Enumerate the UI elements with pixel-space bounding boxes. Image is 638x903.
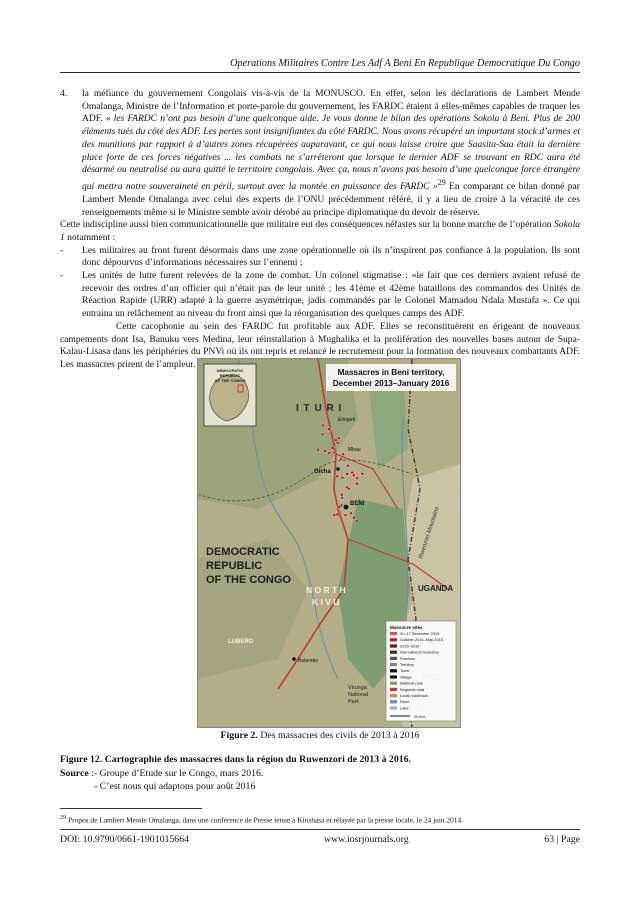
legend-item-label: National park — [400, 680, 423, 686]
massacre-site-marker — [316, 448, 319, 451]
region-label-drc: REPUBLIC — [206, 560, 263, 572]
massacre-site-marker — [321, 433, 324, 436]
inset-label: DEMOCRATIC — [216, 368, 244, 373]
legend-item-label: Village — [400, 674, 412, 680]
figure-caption-text: Des massacres des civils de 2013 à 2016 — [257, 730, 420, 741]
town-marker — [292, 657, 296, 661]
region-label-ituri: I T U R I — [296, 403, 343, 414]
massacre-site-marker — [328, 428, 331, 431]
region-label-north-kivu: K I V U — [312, 597, 340, 607]
legend-swatch — [390, 694, 397, 697]
legend-swatch — [390, 663, 397, 666]
massacre-map-figure — [197, 358, 461, 728]
massacre-site-marker — [352, 516, 355, 519]
figure-title: Figure 12. Cartographie des massacres dans la région du Ruwenzori de 2013 à 2016. — [60, 754, 411, 765]
legend-swatch — [390, 657, 397, 660]
town-label-beni: BENI — [350, 501, 365, 507]
legend-scale-label: 20 km — [414, 714, 425, 719]
legend-swatch — [390, 688, 397, 691]
legend-swatch — [390, 651, 397, 654]
legend-swatch — [390, 669, 397, 672]
bullet-text: Les unités de lutte furent relevées de la zone de combat. Un colonel stigmatise : «le fait que ces derniers avaient refusé de recevoir des ordres d’un officier qui n’était pas de leur unité ; les 41ème et 42ème bataillons des commandos des Unités de Réaction Rapide (URR) adapté à la guerre asymétrique, jadis commandés par le Colonel Mamadou Ndala Mustafa ». Ce qui entraina un relâchement au niveau du front ainsi que la réorganisation des quelques camps des ADF. — [82, 270, 580, 320]
massacre-site-marker — [352, 474, 355, 477]
massacre-site-marker — [351, 471, 354, 474]
massacre-site-marker — [337, 437, 340, 440]
bullet-item — [60, 270, 580, 321]
legend-item-label: River — [400, 699, 410, 705]
footnote-divider — [60, 808, 202, 809]
park-label-virunga: Park — [348, 699, 360, 705]
legend-item-label: 11–17 December 2013 — [400, 631, 440, 636]
legend-item-label: Territory — [400, 662, 415, 667]
legend-title: Massacre sites — [390, 625, 423, 630]
massacre-site-marker — [355, 482, 358, 485]
massacre-site-marker — [333, 514, 336, 517]
massacre-site-marker — [336, 513, 339, 516]
legend-item-label: Local road/track — [400, 693, 428, 698]
massacre-site-marker — [346, 472, 349, 475]
list-content — [82, 88, 580, 219]
massacre-site-marker — [355, 520, 358, 523]
town-label-mbau: Mbau — [348, 447, 361, 453]
town-label-lubero: LUBERO — [228, 639, 254, 645]
figure-source-note: - C’est nous qui adaptons pour août 2016 — [94, 781, 256, 792]
item4-text-before: la méfiance du gouvernement Congolais vis-à-vis de la MONUSCO. En effet, selon les déclarations de Lambert Mende Omalanga, Ministre de l’Information et porte-parole du gouvernement, les FARDC étaient à elles-mêmes capables de traquer les ADF. « — [82, 88, 580, 125]
numbered-item-4 — [60, 88, 580, 219]
region-label-drc: OF THE CONGO — [206, 574, 291, 586]
country-label-uganda: UGANDA — [418, 584, 454, 593]
town-label-oicha: Oicha — [314, 469, 331, 475]
footnote-number: 29 — [60, 815, 67, 821]
massacre-site-marker — [323, 449, 326, 452]
inset-label: OF THE CONGO — [214, 378, 246, 383]
town-marker — [344, 505, 349, 510]
paragraph-indiscipline: Cette indiscipline aussi bien communicationnelle que militaire eut des conséquences néfastes sur la bonne marche de l’opération Sokola 1 notamment : — [60, 219, 580, 243]
footnote-text: Propos de Lambert Mende Omalanga, dans une conférence de Presse tenue à Kinshasa et rélayée par la presse locale, le 24 juin 2014. — [66, 815, 464, 825]
legend-swatch — [390, 700, 397, 703]
legend-swatch — [390, 706, 397, 709]
figure-caption — [60, 730, 580, 741]
body-text — [60, 88, 580, 372]
legend-swatch — [390, 644, 397, 647]
list-marker: 4. — [60, 88, 68, 99]
massacre-site-marker — [340, 457, 343, 460]
massacre-site-marker — [346, 464, 349, 467]
footer-divider — [60, 829, 580, 830]
map-legend — [386, 621, 456, 721]
legend-swatch — [390, 675, 397, 678]
figure-label: Figure 2. — [220, 730, 258, 741]
massacre-site-marker — [322, 424, 325, 427]
running-header: Operations Militaires Contre Les Adf A Beni En Republique Democratique Du Congo — [60, 58, 580, 73]
figure-source — [60, 768, 263, 779]
legend-swatch — [390, 632, 397, 635]
massacre-site-marker — [361, 472, 364, 475]
massacre-site-marker — [340, 504, 343, 507]
map-title-line1: Massacres in Beni territory, — [337, 368, 445, 377]
footer-doi: DOI: 10.9790/0661-1901015664 — [60, 834, 189, 845]
list-marker: - — [60, 270, 64, 282]
massacre-site-marker — [340, 493, 343, 496]
bullet-item — [60, 245, 580, 270]
legend-item-label: Province — [400, 655, 416, 661]
footer-website[interactable]: www.iosrjournals.org — [324, 834, 409, 845]
legend-item-label: October 2014–May 2015 — [400, 637, 443, 643]
region-label-north-kivu: N O R T H — [306, 585, 346, 595]
region-label-drc: DEMOCRATIC — [206, 546, 280, 558]
legend-item-label: 2015–2016 — [400, 643, 420, 649]
operation-name: Sokola 1 — [60, 219, 580, 243]
town-label-butembo: Butembo — [298, 658, 319, 664]
item4-text-after: En comparant ce bilan donné par Lambert Mende Omalanga avec celui des experts de l’ONU précédemment référé, il y a lieu de croire à la véracité de ces renseignements même si le Ministre semble avoir dérobé au principe diplomatique du devoir de réserve. — [82, 181, 580, 218]
inset-label: REPUBLIC — [219, 373, 241, 378]
massacre-site-marker — [335, 439, 338, 442]
source-text: :- Groupe d’Etude sur le Congo, mars 2016. — [88, 768, 264, 779]
massacre-site-marker — [342, 453, 345, 456]
massacre-site-marker — [333, 451, 336, 454]
footnote — [60, 815, 580, 824]
park-label-virunga: Virunga — [348, 685, 367, 691]
town-marker — [336, 467, 340, 471]
legend-item-label: International boundary — [400, 649, 439, 655]
town-label-eringeti: Eringeti — [338, 417, 355, 423]
bullet-text: Les militaires au front furent désormais dans une zone opérationnelle où ils n’inspirent pas confiance à la population. Ils sont donc dépourvus d’informations nécessaires sur l’ennemi ; — [82, 244, 580, 269]
massacre-site-marker — [350, 512, 353, 515]
source-label: Source — [60, 768, 89, 779]
legend-item-label: Lake — [400, 705, 409, 711]
massacre-site-marker — [356, 477, 359, 480]
massacre-map — [198, 359, 460, 727]
legend-swatch — [390, 638, 397, 641]
park-label-virunga: National — [348, 692, 369, 698]
legend-item-label: Town — [400, 668, 410, 674]
item4-quote: les FARDC n’ont pas besoin d’une quelconque aide. Je vous donne le bilan des opérations Sokola à Beni. Plus de 200 éléments tués du côté des ADF. Les pertes sont insignifiantes du côté FARDC. Nous avons récupéré un important stock d’armes et des munitions par rapport à d’autres zones récupérées auparavant, ce qui nous laisse croire que Saasita-Saa était la dernière place forte de ces forces négatives ... les combats ne s’arrêteront que lorsque le dernier ADF se trouvant en RDC aura été désarmé ou neutralisé ou aura quitté le territoire congolais. Avec ça, nous n’avons pas besoin d’une quelconque force étrangère qui mettra notre souveraineté en péril, surtout avec la montée en puissance des FARDC » — [82, 113, 580, 193]
legend-swatch — [390, 682, 397, 685]
massacre-site-marker — [347, 487, 350, 490]
massacre-site-marker — [341, 476, 344, 479]
list-marker: - — [60, 244, 64, 256]
massacre-site-marker — [336, 475, 339, 478]
legend-item-label: Regional road — [400, 686, 425, 692]
footnote-ref[interactable]: 29 — [437, 177, 446, 187]
mountains-label: Rwenzori Mountains — [418, 506, 441, 560]
paragraph-cacophonie: Cette cacophonie au sein des FARDC fut profitable aux ADF. Elles se reconstituèrent en érigeant de nouveaux campements dont Isa, Banuku vers Medina, leur réinstallation à Mughalika et la prolifération des nouvelles bases autour de Supa-Kalau-Lisasa dans les périphéries du PNVi où ils ont repris et relancé le recrutement pour la formation des nouveaux combattants ADF. Les massacres prirent de l’ampleur. — [60, 320, 580, 370]
massacre-site-marker — [328, 452, 331, 455]
footer-page-number: 63 | Page — [544, 834, 580, 845]
massacre-site-marker — [333, 447, 336, 450]
map-title-line2: December 2013–January 2016 — [332, 379, 450, 388]
massacre-site-marker — [344, 514, 347, 517]
massacre-site-marker — [341, 496, 344, 499]
